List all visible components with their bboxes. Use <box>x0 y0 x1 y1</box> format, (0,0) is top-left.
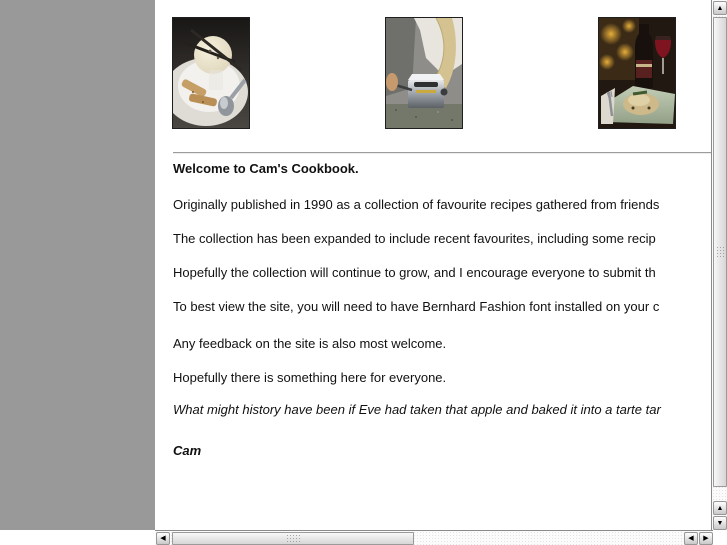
thumb-grip-icon <box>716 246 725 258</box>
intro-paragraph-4: To best view the site, you will need to have Bernhard Fashion font installed on your c <box>173 299 660 314</box>
page-title: Welcome to Cam's Cookbook. <box>173 161 359 176</box>
scroll-down-button[interactable] <box>713 516 727 530</box>
left-frame <box>0 0 155 530</box>
ice-cream-biscotti-photo <box>172 17 250 129</box>
right-arrow-icon: ▶ <box>703 535 709 542</box>
scroll-up-button[interactable] <box>713 1 727 15</box>
scroll-left-button-right[interactable] <box>684 532 698 545</box>
vertical-scroll-thumb[interactable] <box>713 17 727 487</box>
ice-cream-biscotti-illustration <box>173 18 249 128</box>
intro-paragraph-6: Hopefully there is something here for everyone. <box>173 370 447 385</box>
scroll-up-button-bottom[interactable] <box>713 501 727 515</box>
vertical-scrollbar[interactable] <box>711 0 727 530</box>
up-arrow-icon: ▲ <box>716 4 724 12</box>
signature: Cam <box>173 443 202 458</box>
scroll-right-button[interactable] <box>699 532 713 545</box>
intro-paragraph-1: Originally published in 1990 as a collection of favourite recipes gathered from friends <box>173 197 660 212</box>
horizontal-rule <box>173 152 711 154</box>
intro-paragraph-2: The collection has been expanded to include recent favourites, including some recip <box>173 231 656 246</box>
risotto-wine-illustration <box>599 18 675 128</box>
scroll-left-button[interactable] <box>156 532 170 545</box>
risotto-wine-photo <box>598 17 676 129</box>
up-arrow-icon: ▲ <box>716 504 724 512</box>
pasta-machine-illustration <box>386 18 462 128</box>
horizontal-scrollbar[interactable] <box>155 530 713 545</box>
main-frame <box>155 0 711 530</box>
pasta-machine-photo <box>385 17 463 129</box>
left-arrow-icon: ◀ <box>160 535 166 542</box>
intro-paragraph-5: Any feedback on the site is also most welcome. <box>173 336 447 351</box>
thumb-grip-icon <box>286 534 300 543</box>
down-arrow-icon: ▼ <box>716 519 724 527</box>
intro-paragraph-3: Hopefully the collection will continue to grow, and I encourage everyone to submit th <box>173 265 656 280</box>
left-arrow-icon: ◀ <box>688 535 694 542</box>
quote-line: What might history have been if Eve had taken that apple and baked it into a tarte tar <box>173 402 661 417</box>
horizontal-scroll-thumb[interactable] <box>172 532 414 545</box>
